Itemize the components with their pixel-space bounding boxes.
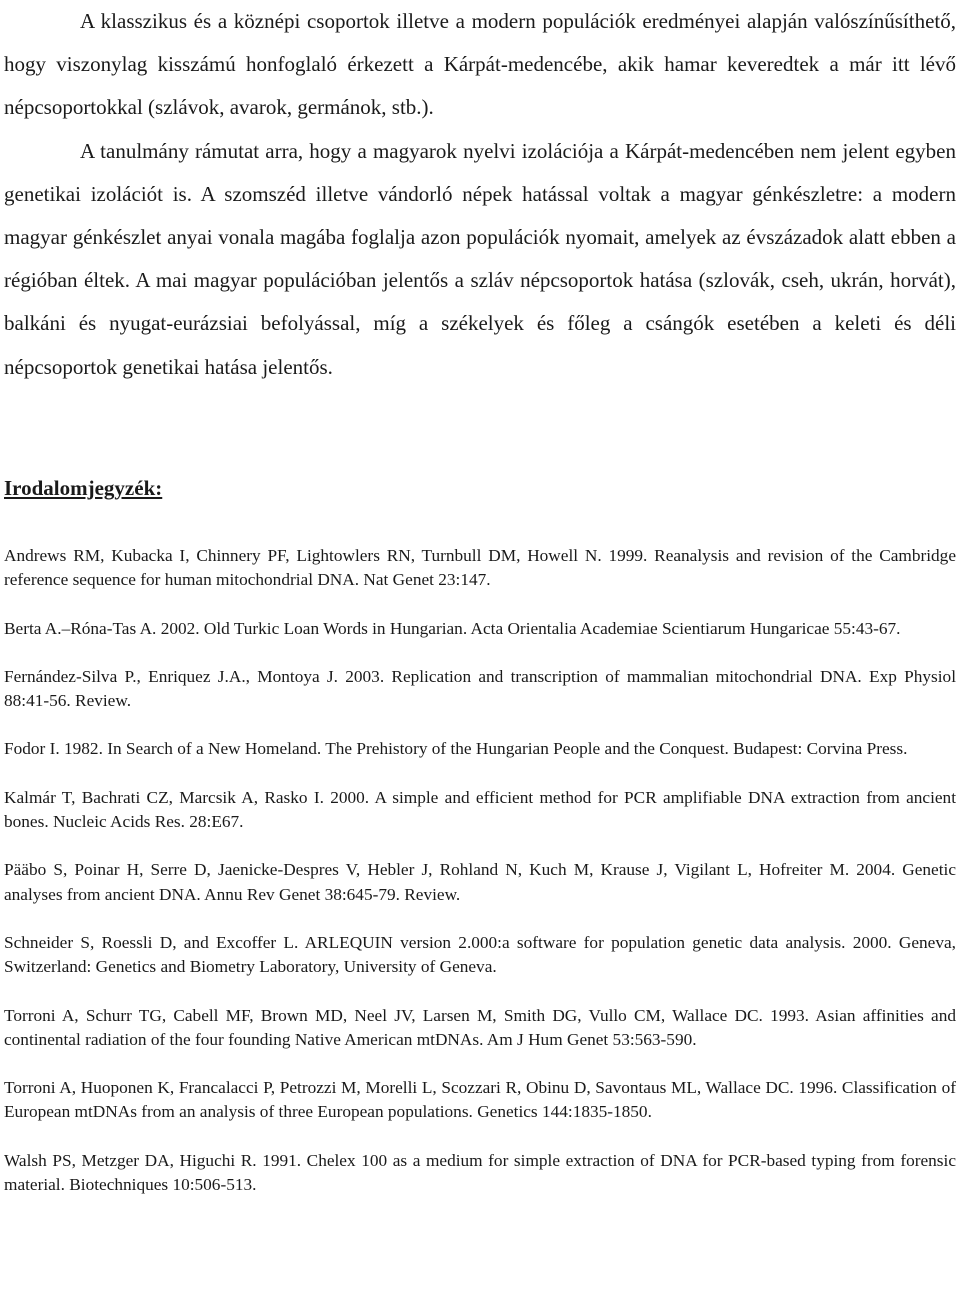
reference-item: Pääbo S, Poinar H, Serre D, Jaenicke-Despres V, Hebler J, Rohland N, Kuch M, Krause J, Vigilant L, Hofreiter M. 2004. Genetic analyses from ancient DNA. Annu Rev Genet 38:645-79. Review. <box>4 860 956 904</box>
reference-item: Fodor I. 1982. In Search of a New Homeland. The Prehistory of the Hungarian People and the Conquest. Budapest: Corvina Press. <box>4 739 908 759</box>
reference-item: Schneider S, Roessli D, and Excoffer L. ARLEQUIN version 2.000:a software for population genetic data analysis. 2000. Geneva, Switzerland: Genetics and Biometry Laboratory, University of Geneva. <box>4 932 956 977</box>
reference-item: Torroni A, Schurr TG, Cabell MF, Brown MD, Neel JV, Larsen M, Smith DG, Vullo CM, Wallace DC. 1993. Asian affinities and continental radiation of the four founding Native American mtDNAs. Am J Hum Genet 53:563-590. <box>4 1005 956 1049</box>
reference-item: Walsh PS, Metzger DA, Higuchi R. 1991. Chelex 100 as a medium for simple extraction of DNA for PCR-based typing from forensic material. Biotechniques 10:506-513. <box>4 1150 956 1195</box>
reference-item: Andrews RM, Kubacka I, Chinnery PF, Lightowlers RN, Turnbull DM, Howell N. 1999. Reanalysis and revision of the Cambridge reference sequence for human mitochondrial DNA. Nat Genet 23:147. <box>4 546 956 590</box>
body-paragraph-1: A klasszikus és a köznépi csoportok illetve a modern populációk eredményei alapján valószínűsíthető, hogy viszonylag kisszámú honfoglaló érkezett a Kárpát-medencébe, akik hamar keveredtek a már itt lévő népcsoportokkal (szlávok, avarok, germánok, stb.). <box>4 9 956 120</box>
document-page <box>4 0 956 1195</box>
body-paragraph-2: A tanulmány rámutat arra, hogy a magyarok nyelvi izolációja a Kárpát-medencében nem jelent egyben genetikai izolációt is. A szomszéd illetve vándorló népek hatással voltak a magyar génkészletre: a modern magyar génkészlet anyai vonala magába foglalja azon populációk nyomait, amelyek az évszázadok alatt ebben a régióban éltek. A mai magyar populációban jelentős a szláv népcsoportok hatása (szlovák, cseh, ukrán, horvát), balkáni és nyugat-eurázsiai befolyással, míg a székelyek és főleg a csángók esetében a keleti és déli népcsoportok genetikai hatása jelentős. <box>4 138 956 379</box>
reference-item: Berta A.–Róna-Tas A. 2002. Old Turkic Loan Words in Hungarian. Acta Orientalia Academiae Scientiarum Hungaricae 55:43-67. <box>4 618 901 638</box>
references-heading: Irodalomjegyzék: <box>4 476 163 500</box>
reference-item: Torroni A, Huoponen K, Francalacci P, Petrozzi M, Morelli L, Scozzari R, Obinu D, Savontaus ML, Wallace DC. 1996. Classification of European mtDNAs from an analysis of three European populations. Genetics 144:1835-1850. <box>4 1078 956 1122</box>
body-text <box>4 0 956 389</box>
reference-item: Kalmár T, Bachrati CZ, Marcsik A, Rasko I. 2000. A simple and efficient method for PCR amplifiable DNA extraction from ancient bones. Nucleic Acids Res. 28:E67. <box>4 787 956 832</box>
reference-item: Fernández-Silva P., Enriquez J.A., Montoya J. 2003. Replication and transcription of mammalian mitochondrial DNA. Exp Physiol 88:41-56. Review. <box>4 666 956 711</box>
references-list <box>4 544 956 1221</box>
